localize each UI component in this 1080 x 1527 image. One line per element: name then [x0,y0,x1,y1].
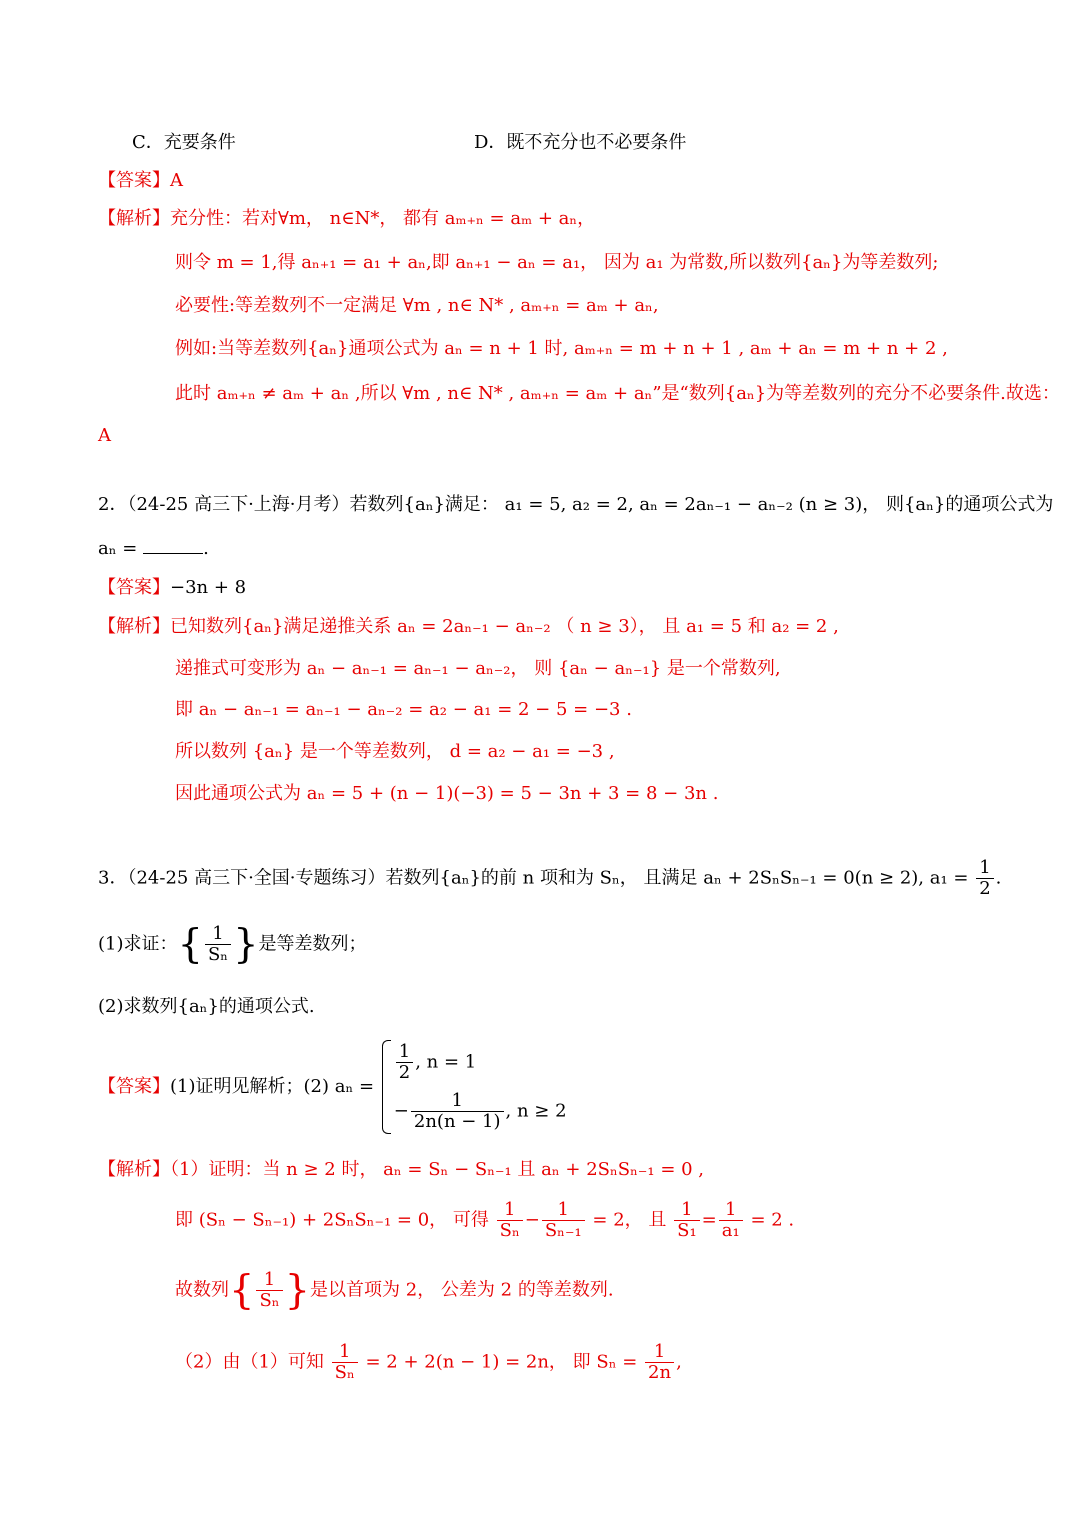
frac-num: 1 [645,1342,674,1363]
q3-part1 [98,921,367,968]
equals-sign: = [701,1209,717,1231]
q2-analysis-line5: 因此通项公式为 aₙ = 5 + (n − 1)(−3) = 5 − 3n + 3 = 8 − 3n . [175,783,719,804]
q2-analysis-line4: 所以数列 {aₙ} 是一个等差数列， d = a₂ − a₁ = −3 , [175,741,615,762]
frac-den: Sₙ₋₁ [544,1220,582,1241]
frac-den: 2 [398,1062,411,1083]
piecewise-cases [380,1038,567,1136]
frac-den: a₁ [721,1220,740,1241]
case-row-2 [394,1087,567,1136]
frac-1-over-sn-minus-1 [542,1200,585,1241]
right-brace: } [233,921,259,968]
answer-value: A [170,170,183,191]
answer-text: (1)证明见解析；(2) aₙ = [170,1076,375,1097]
left-brace: { [229,1267,255,1314]
case-row-1 [394,1038,567,1087]
frac-num: 1 [542,1200,585,1221]
q1-analysis-line6: A [98,425,111,446]
frac-num: 1 [719,1200,743,1221]
q1-analysis-line3: 必要性:等差数列不一定满足 ∀m , n∈ N* , aₘ₊ₙ = aₘ + aₙ, [175,295,659,316]
line2-mid: = 2， 且 [592,1209,667,1231]
frac-den: Sₙ [207,944,229,965]
analysis-tag: 【解析】 [98,208,170,229]
analysis-text: 充分性：若对∀m， n∈N*， 都有 aₘ₊ₙ = aₘ + aₙ， [170,208,596,229]
frac-den: Sₙ [259,1290,280,1311]
line4-end: , [676,1351,682,1373]
analysis-tag: 【解析】 [98,1159,170,1180]
frac-num: 1 [497,1200,523,1221]
frac-den: 2n [648,1362,672,1383]
q3-analysis-line1 [98,1158,704,1182]
frac-1-over-a1 [719,1200,743,1241]
case2-fraction [411,1091,504,1132]
option-c: C．充要条件 [132,132,236,153]
q1-analysis-line5: 此时 aₘ₊ₙ ≠ aₘ + aₙ ,所以 ∀m , n∈ N* , aₘ₊ₙ = aₘ + aₙ”是“数列{aₙ}为等差数列的充分不必要条件.故选： [175,383,1060,404]
frac-num: 1 [396,1042,413,1063]
q3-stem-text: 3．（24-25 高三下·全国·专题练习）若数列{aₙ}的前 n 项和为 Sₙ， 且满足 aₙ + 2SₙSₙ₋₁ = 0(n ≥ 2), a₁ = [98,867,969,889]
line4-mid: = 2 + 2(n − 1) = 2n， 即 Sₙ = [365,1351,638,1373]
option-d: D．既不充分也不必要条件 [474,132,687,153]
analysis-tag: 【解析】 [98,616,170,637]
answer-tag: 【答案】 [98,577,170,598]
q3-analysis-line3 [175,1267,614,1314]
frac-num: 1 [976,858,993,879]
fraction-one-half [976,858,993,899]
frac-den: S₁ [677,1220,697,1241]
line2-prefix: 即 (Sₙ − Sₙ₋₁) + 2SₙSₙ₋₁ = 0， 可得 [175,1209,489,1231]
analysis-text: 已知数列{aₙ}满足递推关系 aₙ = 2aₙ₋₁ − aₙ₋₂ （ n ≥ 3）， 且 a₁ = 5 和 a₂ = 2 , [170,616,839,637]
frac-1-over-sn [332,1342,358,1383]
frac-num: 1 [674,1200,700,1221]
q3-analysis-line4 [175,1342,682,1383]
frac-den: Sₙ [499,1220,520,1241]
q2-stem-prefix: aₙ = [98,538,138,559]
line3-prefix: 故数列 [175,1279,229,1301]
case1-condition: , n = 1 [415,1051,477,1073]
q2-answer [98,576,246,600]
part1-suffix: 是等差数列； [258,933,367,955]
answer-blank [143,537,203,554]
minus-sign: − [524,1209,540,1231]
line3-suffix: 是以首项为 2， 公差为 2 的等差数列. [310,1279,614,1301]
frac-1-over-2n [645,1342,674,1383]
q3-stem [98,858,1001,899]
q2-analysis-line3: 即 aₙ − aₙ₋₁ = aₙ₋₁ − aₙ₋₂ = a₂ − a₁ = 2 − 5 = −3 . [175,699,632,720]
q3-analysis-line2 [175,1200,794,1241]
q2-stem-suffix: . [203,538,209,559]
fraction-1-over-sn [205,924,231,965]
answer-tag: 【答案】 [98,1076,170,1097]
q2-analysis-line1 [98,615,839,639]
case2-sign: − [393,1100,409,1122]
part1-prefix: (1)求证： [98,933,178,955]
frac-1-over-sn [256,1270,282,1311]
analysis-text: （1）证明：当 n ≥ 2 时， aₙ = Sₙ − Sₙ₋₁ 且 aₙ + 2SₙSₙ₋₁ = 0 , [170,1159,705,1180]
q3-part2: (2)求数列{aₙ}的通项公式. [98,996,315,1017]
frac-1-over-s1 [674,1200,700,1241]
q1-analysis-line2: 则令 m = 1,得 aₙ₊₁ = a₁ + aₙ,即 aₙ₊₁ − aₙ = a₁， 因为 a₁ 为常数,所以数列{aₙ}为等差数列; [175,252,939,273]
q2-stem-line1: 2．（24-25 高三下·上海·月考）若数列{aₙ}满足： a₁ = 5, a₂ = 2, aₙ = 2aₙ₋₁ − aₙ₋₂ (n ≥ 3)， 则{aₙ}的通项公式为 [98,494,1054,515]
frac-num: 1 [332,1342,358,1363]
frac-num: 1 [411,1091,504,1112]
frac-den: 2 [979,878,991,899]
frac-num: 1 [205,924,231,945]
case1-fraction [396,1042,413,1083]
answer-value: −3n + 8 [170,577,247,598]
q2-analysis-line2: 递推式可变形为 aₙ − aₙ₋₁ = aₙ₋₁ − aₙ₋₂， 则 {aₙ − aₙ₋₁} 是一个常数列, [175,658,781,679]
line2-end: = 2 . [750,1209,795,1231]
q3-answer [98,1038,567,1136]
q3-stem-suffix: . [995,867,1002,889]
q1-answer [98,169,183,193]
case2-condition: , n ≥ 2 [505,1100,567,1122]
frac-den: 2n(n − 1) [413,1111,501,1132]
q1-analysis-line1 [98,207,595,231]
left-brace: { [177,921,203,968]
q1-analysis-line4: 例如:当等差数列{aₙ}通项公式为 aₙ = n + 1 时, aₘ₊ₙ = m + n + 1 , aₘ + aₙ = m + n + 2 , [175,338,948,359]
frac-num: 1 [256,1270,282,1291]
q2-stem-line2 [98,537,209,561]
frac-1-over-sn [497,1200,523,1241]
frac-den: Sₙ [334,1362,355,1383]
line4-prefix: （2）由（1）可知 [175,1351,324,1373]
answer-tag: 【答案】 [98,170,170,191]
right-brace: } [284,1267,311,1314]
